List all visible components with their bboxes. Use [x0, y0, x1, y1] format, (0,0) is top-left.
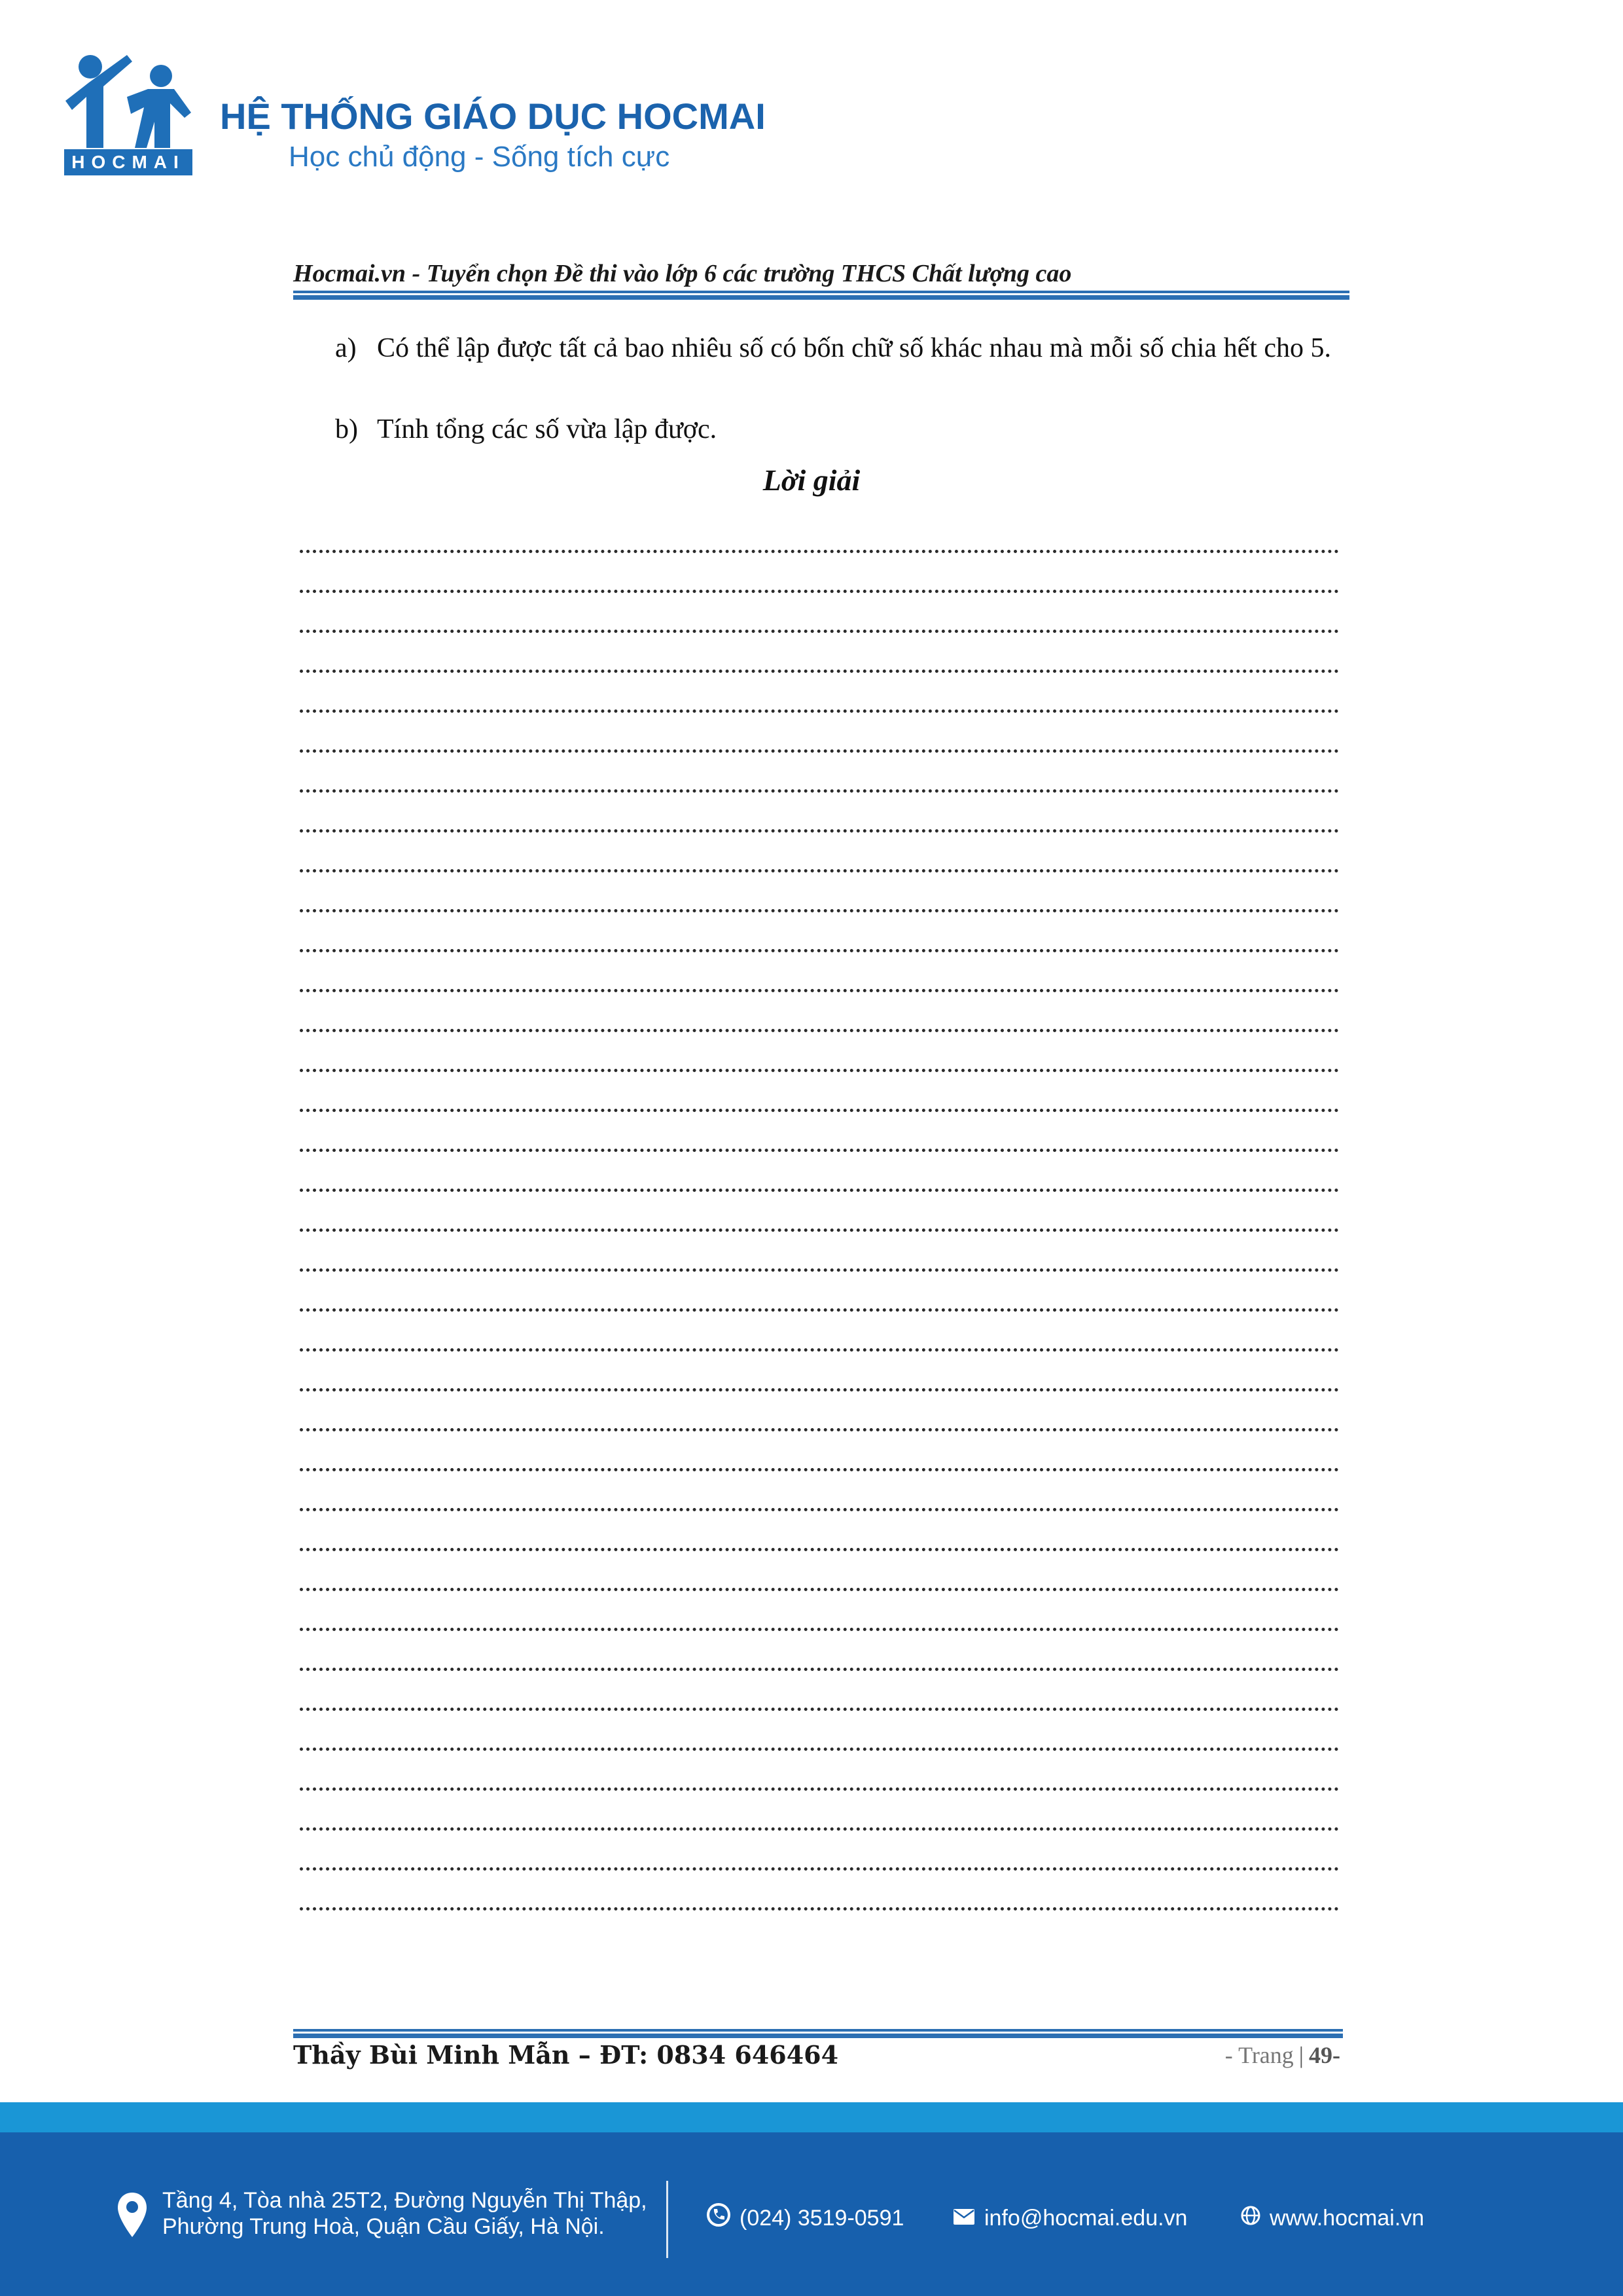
answer-line: [300, 1391, 1339, 1431]
hocmai-logo: [63, 50, 194, 178]
page-number: [1225, 2039, 1340, 2071]
answer-line: [300, 673, 1339, 713]
phone[interactable]: [707, 2203, 904, 2233]
answer-line: [300, 1591, 1339, 1631]
answer-line: [300, 753, 1339, 793]
address-line-1: Tầng 4, Tòa nhà 25T2, Đường Nguyễn Thị Thập,: [162, 2188, 647, 2213]
brand-title: HỆ THỐNG GIÁO DỤC HOCMAI: [220, 96, 766, 137]
email[interactable]: [953, 2203, 1187, 2232]
answer-line: [300, 872, 1339, 912]
page-suffix: -: [1332, 2042, 1340, 2068]
answer-line: [300, 1312, 1339, 1352]
answer-line: [300, 713, 1339, 753]
answer-line: [300, 1671, 1339, 1711]
page-number-value: 49: [1309, 2042, 1332, 2068]
email-address: info@hocmai.edu.vn: [984, 2206, 1188, 2231]
question-text: Tính tổng các số vừa lập được.: [377, 414, 717, 444]
brand-slogan: Học chủ động - Sống tích cực: [289, 141, 670, 173]
answer-line: [300, 1112, 1339, 1152]
answer-line: [300, 1032, 1339, 1072]
phone-number: (024) 3519-0591: [740, 2206, 904, 2231]
answer-line: [300, 1471, 1339, 1511]
footer-divider: [293, 2029, 1343, 2038]
answer-line: [300, 1232, 1339, 1272]
address-line-2: Phường Trung Hoà, Quận Cầu Giấy, Hà Nội.: [162, 2214, 605, 2239]
teacher-contact: Thầy Bùi Minh Mẫn – ĐT: 0834 646464: [293, 2040, 839, 2070]
answer-line: [300, 952, 1339, 992]
footer-contact-band: [0, 2132, 1623, 2296]
answer-line: [300, 1272, 1339, 1312]
solution-title: Lời giải: [762, 463, 861, 497]
website-url: www.hocmai.vn: [1270, 2206, 1425, 2231]
phone-icon: [707, 2203, 730, 2233]
answer-line: [300, 1871, 1339, 1910]
answer-line: [300, 992, 1339, 1032]
website[interactable]: [1241, 2203, 1424, 2232]
page-separator: |: [1298, 2042, 1304, 2068]
answer-line: [300, 553, 1339, 593]
header-divider: [293, 291, 1349, 300]
question-text: Có thể lập được tất cả bao nhiêu số có bốn chữ số khác nhau mà mỗi số chia hết cho 5.: [377, 333, 1332, 363]
location-pin-icon: [116, 2191, 148, 2245]
answer-line: [300, 593, 1339, 633]
page-prefix: - Trang: [1224, 2042, 1294, 2068]
answer-line: [300, 1152, 1339, 1192]
answer-line: [300, 1551, 1339, 1591]
logo-figures-icon: [63, 50, 194, 149]
answer-line: [300, 1431, 1339, 1471]
answer-line: [300, 1751, 1339, 1791]
answer-line: [300, 833, 1339, 872]
answer-line: [300, 633, 1339, 673]
brand-header: [63, 50, 848, 187]
answer-line: [300, 793, 1339, 833]
answer-line: [300, 912, 1339, 952]
answer-line: [300, 1831, 1339, 1871]
contact-separator: [666, 2181, 668, 2258]
question-label: b): [335, 414, 358, 444]
envelope-icon: [953, 2204, 975, 2232]
running-title: Hocmai.vn - Tuyển chọn Đề thi vào lớp 6 các trường THCS Chất lượng cao: [293, 260, 1072, 287]
answer-line: [300, 513, 1339, 553]
answer-line: [300, 1711, 1339, 1751]
answer-area: [300, 513, 1339, 1910]
answer-line: [300, 1791, 1339, 1831]
answer-line: [300, 1072, 1339, 1112]
logo-wordmark: HOCMAI: [64, 149, 192, 175]
answer-line: [300, 1511, 1339, 1551]
question-label: a): [335, 333, 357, 363]
globe-icon: [1241, 2204, 1260, 2232]
footer-band-accent: [0, 2102, 1623, 2132]
answer-line: [300, 1192, 1339, 1232]
answer-line: [300, 1631, 1339, 1671]
answer-line: [300, 1352, 1339, 1391]
